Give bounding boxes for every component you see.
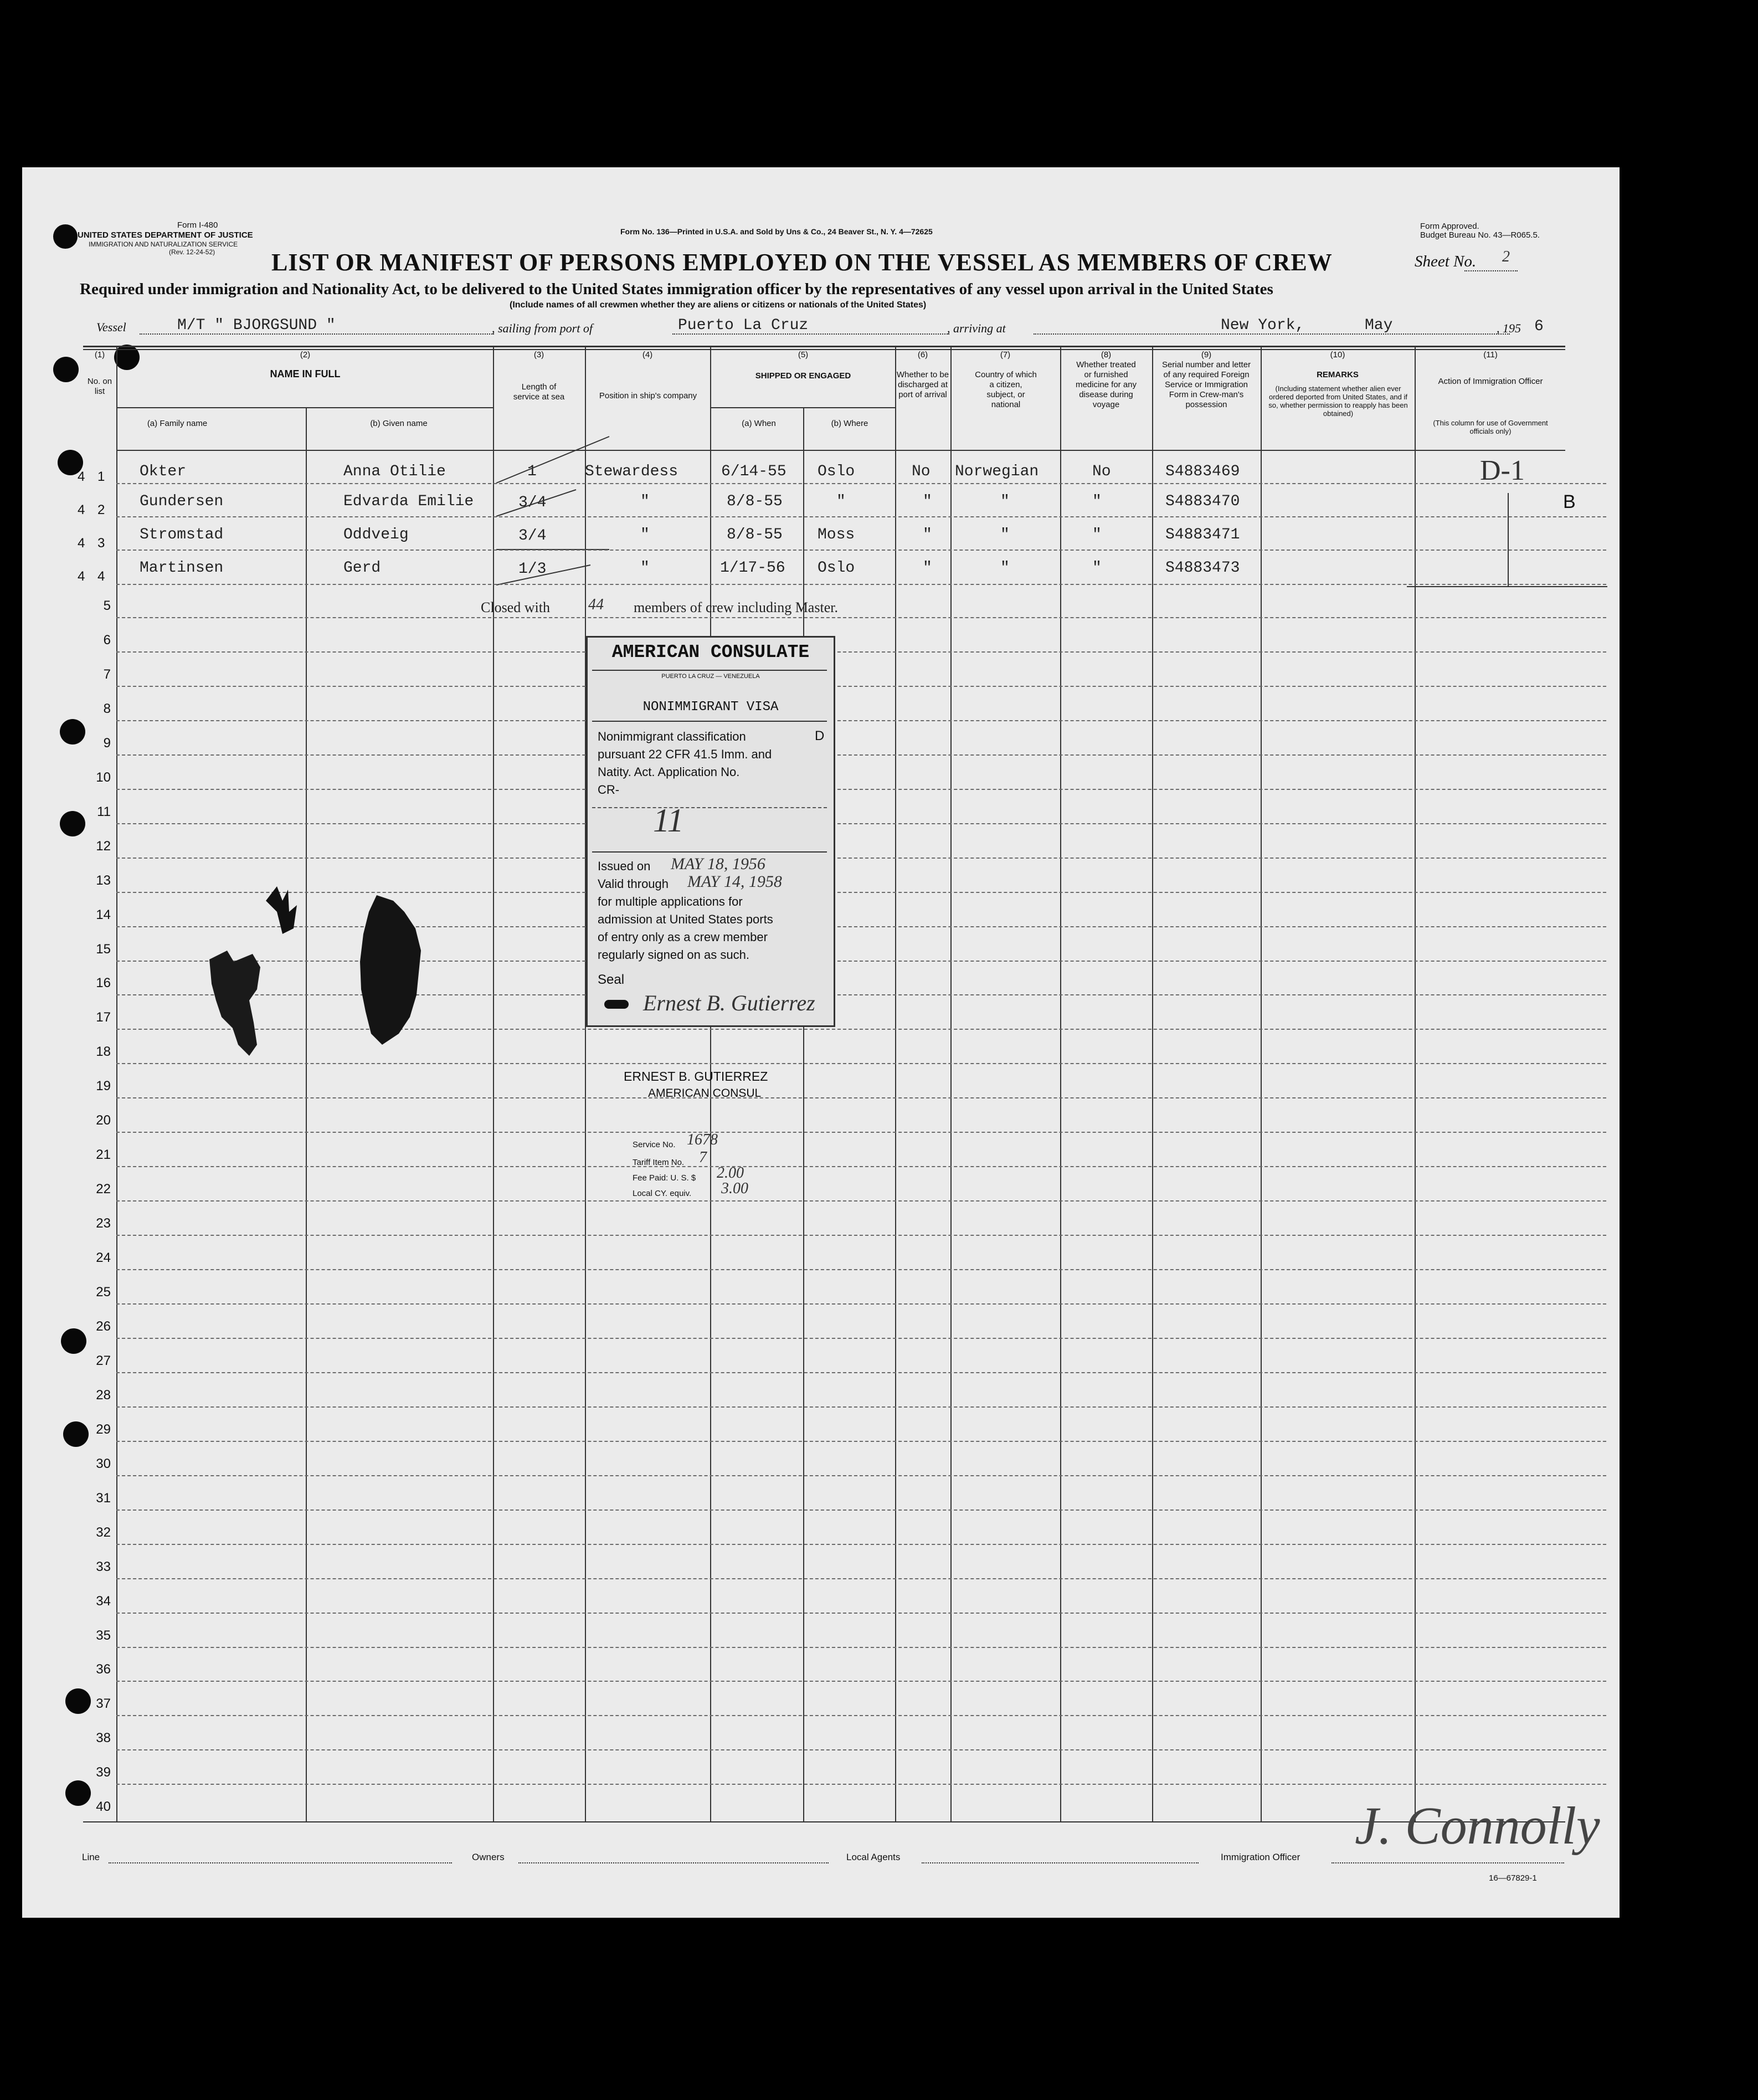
row-prefix: 4 <box>78 536 85 551</box>
punch-hole <box>53 224 78 249</box>
shipped-when: 6/14-55 <box>721 463 787 480</box>
row-rule <box>116 1749 1606 1750</box>
fee-label: Fee Paid: U. S. $ <box>633 1173 696 1183</box>
given-name: Gerd <box>343 559 381 577</box>
row-rule <box>116 1441 1606 1442</box>
row-rule <box>116 1509 1606 1511</box>
row-number: 15 <box>96 942 111 957</box>
table-top-rule <box>83 346 1565 347</box>
visa-type: NONIMMIGRANT VISA <box>642 700 779 715</box>
col11-header: Action of Immigration Officer <box>1438 377 1543 386</box>
service-strike-marks <box>493 432 620 593</box>
family-name: Stromstad <box>140 526 224 543</box>
vessel-label: Vessel <box>96 320 126 334</box>
row-prefix: 4 <box>78 502 85 517</box>
row-rule <box>116 1475 1606 1476</box>
medicine: " <box>1092 559 1102 577</box>
country: " <box>1000 559 1010 577</box>
position: " <box>640 493 650 510</box>
sheet-label: Sheet No. <box>1415 253 1477 270</box>
row-number: 16 <box>96 975 111 990</box>
manifest-subtitle: Required under immigration and Nationality Act, to be delivered to the United States immigration officer by the representatives of any vessel upon arrival in the United States <box>80 280 1273 298</box>
crew-count: 44 <box>588 596 604 613</box>
row-number: 35 <box>96 1628 111 1643</box>
serial-number: S4883469 <box>1165 463 1240 480</box>
row-rule <box>116 1132 1606 1133</box>
budget-bureau: Budget Bureau No. 43—R065.5. <box>1420 230 1540 240</box>
service-length: 3/4 <box>518 527 547 545</box>
row-rule <box>116 1269 1606 1270</box>
local-equivalent: 3.00 <box>721 1180 748 1197</box>
row-number: 31 <box>96 1491 111 1506</box>
manifest-title: LIST OR MANIFEST OF PERSONS EMPLOYED ON THE VESSEL AS MEMBERS OF CREW <box>271 249 1333 276</box>
row-number: 17 <box>96 1010 111 1025</box>
position: Stewardess <box>585 463 678 480</box>
row-number: 19 <box>96 1079 111 1093</box>
classification-line1: Nonimmigrant classification <box>598 730 746 743</box>
row-rule <box>116 1166 1606 1167</box>
row-number: 4 <box>97 569 105 584</box>
row-rule <box>116 823 1606 824</box>
officer-signature: J. Connolly <box>1355 1796 1600 1855</box>
row-number: 9 <box>103 736 111 751</box>
medicine: " <box>1092 493 1102 510</box>
line-label: Line <box>82 1852 100 1862</box>
col2b-header: (b) Given name <box>370 419 428 428</box>
discharged: " <box>923 526 932 543</box>
row-rule <box>116 617 1606 618</box>
consulate-location: PUERTO LA CRUZ — VENEZUELA <box>661 673 760 680</box>
seal-label: Seal <box>598 972 625 987</box>
col5-number: (5) <box>798 350 809 360</box>
row-rule <box>116 1097 1606 1098</box>
shipped-where: " <box>836 493 846 510</box>
row-number: 14 <box>96 907 111 922</box>
agency-name: UNITED STATES DEPARTMENT OF JUSTICE <box>78 230 253 240</box>
medicine: " <box>1092 526 1102 543</box>
row-rule <box>116 754 1606 756</box>
col5-header: SHIPPED OR ENGAGED <box>755 371 851 381</box>
row-number: 38 <box>96 1731 111 1745</box>
punch-hole <box>60 811 85 836</box>
row-number: 20 <box>96 1113 111 1128</box>
col5b-header: (b) Where <box>831 419 868 428</box>
tariff-number: 7 <box>699 1149 707 1166</box>
col11-note: (This column for use of Government officials only) <box>1433 419 1548 435</box>
shipped-where: Oslo <box>818 463 855 480</box>
country: " <box>1000 493 1010 510</box>
col7-number: (7) <box>1000 350 1011 360</box>
col2-number: (2) <box>300 350 311 360</box>
cr-label: CR- <box>598 783 620 797</box>
year-prefix: , 195 <box>1497 321 1521 335</box>
stamp-text-3: of entry only as a crew member <box>598 930 768 944</box>
given-name: Edvarda Emilie <box>343 493 474 510</box>
serial-number: S4883470 <box>1165 493 1240 510</box>
given-name: Oddveig <box>343 526 409 543</box>
col10-header: REMARKS <box>1317 370 1359 379</box>
row-rule <box>116 1406 1606 1408</box>
row-number: 23 <box>96 1216 111 1231</box>
col9-number: (9) <box>1201 350 1212 360</box>
action-mark: D-1 <box>1480 455 1525 486</box>
row-rule <box>116 1200 1606 1202</box>
medicine: No <box>1092 463 1111 480</box>
row-rule <box>116 483 1606 484</box>
row-rule <box>116 516 1606 517</box>
row-number: 37 <box>96 1696 111 1711</box>
col11-number: (11) <box>1483 350 1498 360</box>
col8-header: Whether treated or furnished medicine for any disease during voyage <box>1075 360 1137 409</box>
discharged: " <box>923 493 932 510</box>
discharged: No <box>912 463 931 480</box>
shipped-when: 8/8-55 <box>727 526 783 543</box>
embossed-seal <box>199 879 454 1078</box>
row-number: 8 <box>103 701 111 716</box>
col2-header: NAME IN FULL <box>270 368 341 379</box>
year-digit: 6 <box>1534 318 1544 335</box>
row-rule <box>116 1235 1606 1236</box>
service-name: IMMIGRATION AND NATURALIZATION SERVICE <box>89 240 238 248</box>
form-approved: Form Approved. <box>1420 222 1479 231</box>
row-rule <box>116 720 1606 721</box>
issued-label: Issued on <box>598 859 651 873</box>
row-rule <box>116 1784 1606 1785</box>
row-number: 33 <box>96 1559 111 1574</box>
application-number: 11 <box>653 802 684 839</box>
position: " <box>640 559 650 577</box>
form-number: Form I-480 <box>177 220 218 230</box>
row-rule <box>116 1338 1606 1339</box>
service-length: 3/4 <box>518 494 547 511</box>
closed-with-suffix: members of crew including Master. <box>634 599 838 615</box>
stamp-text-1: for multiple applications for <box>598 895 743 908</box>
family-name: Gundersen <box>140 493 224 510</box>
row-number: 1 <box>97 469 105 484</box>
consular-visa-stamp <box>586 636 835 1027</box>
family-name: Martinsen <box>140 559 224 577</box>
local-label: Local CY. equiv. <box>633 1189 692 1198</box>
row-number: 39 <box>96 1765 111 1780</box>
row-number: 11 <box>97 804 111 819</box>
row-rule <box>116 1303 1606 1305</box>
col3-number: (3) <box>533 350 544 360</box>
row-number: 18 <box>96 1044 111 1059</box>
consul-title: AMERICAN CONSUL <box>648 1087 762 1100</box>
row-rule <box>116 1647 1606 1648</box>
given-name: Anna Otilie <box>343 463 446 480</box>
vessel-name: M/T " BJORGSUND " <box>177 317 336 334</box>
valid-date: MAY 14, 1958 <box>687 872 782 891</box>
col4-number: (4) <box>642 350 653 360</box>
service-length: 1/3 <box>518 561 547 578</box>
row-rule <box>116 651 1606 653</box>
row-number: 3 <box>97 536 105 551</box>
serial-number: S4883471 <box>1165 526 1240 543</box>
discharged: " <box>923 559 932 577</box>
row-number: 30 <box>96 1456 111 1471</box>
col4-header: Position in ship's company <box>599 391 697 401</box>
col10-note: (Including statement whether alien ever ordered deported from United States, and if so, whether permission to reapply has been obtained) <box>1268 384 1408 418</box>
shipped-when: 8/8-55 <box>727 493 783 510</box>
row-rule <box>116 1681 1606 1682</box>
owners-label: Owners <box>472 1852 505 1862</box>
arrival-place: New York, <box>1221 317 1305 334</box>
consul-signature: Ernest B. Gutierrez <box>643 990 815 1015</box>
stamp-text-2: admission at United States ports <box>598 912 773 926</box>
col6-number: (6) <box>917 350 928 360</box>
position: " <box>640 526 650 543</box>
service-length: 1 <box>527 463 537 480</box>
row-number: 29 <box>96 1422 111 1437</box>
service-number: 1678 <box>687 1131 718 1148</box>
col9-header: Serial number and letter of any required Foreign Service or Immigration Form in Crew-man's possession <box>1161 360 1251 409</box>
country: Norwegian <box>955 463 1039 480</box>
classification-code: D <box>815 728 825 743</box>
serial-number: S4883473 <box>1165 559 1240 577</box>
shipped-when: 1/17-56 <box>720 559 785 577</box>
seal-mark <box>604 1000 629 1009</box>
col5a-header: (a) When <box>742 419 776 428</box>
row-number: 5 <box>103 598 111 613</box>
row-rule <box>116 1372 1606 1373</box>
col1-number: (1) <box>94 350 105 360</box>
row-rule <box>116 1544 1606 1545</box>
consulate-title: AMERICAN CONSULATE <box>611 642 810 663</box>
row-number: 28 <box>96 1388 111 1403</box>
country: " <box>1000 526 1010 543</box>
row-number: 36 <box>96 1662 111 1677</box>
immigration-officer-label: Immigration Officer <box>1221 1852 1300 1862</box>
row-rule <box>116 550 1606 551</box>
row-rule <box>116 789 1606 790</box>
row-number: 25 <box>96 1285 111 1300</box>
family-name: Okter <box>140 463 187 480</box>
row-number: 7 <box>103 667 111 682</box>
sailing-label: , sailing from port of <box>492 321 593 335</box>
departure-port: Puerto La Cruz <box>678 317 809 334</box>
arrival-month: May <box>1365 317 1393 334</box>
col10-number: (10) <box>1330 350 1345 360</box>
punch-hole <box>60 719 85 745</box>
punch-hole <box>53 357 79 382</box>
col7-header: Country of which a citizen, subject, or national <box>975 370 1037 409</box>
col6-header: Whether to be discharged at port of arrival <box>896 370 949 399</box>
row-number: 6 <box>103 633 111 648</box>
form-code: 16—67829-1 <box>1489 1873 1537 1883</box>
row-rule <box>116 1613 1606 1614</box>
consul-name: ERNEST B. GUTIERREZ <box>624 1069 768 1084</box>
sheet-number: 2 <box>1502 248 1510 265</box>
row-prefix: 4 <box>78 569 85 584</box>
col3-header: Length of service at sea <box>513 382 565 402</box>
row-rule <box>116 1578 1606 1579</box>
classification-line2: pursuant 22 CFR 41.5 Imm. and <box>598 747 772 761</box>
manifest-note: (Include names of all crewmen whether they are aliens or citizens or nationals of the United States) <box>510 300 927 310</box>
local-agents-label: Local Agents <box>846 1852 901 1862</box>
col2a-header: (a) Family name <box>147 419 208 428</box>
printer-line: Form No. 136—Printed in U.S.A. and Sold by Uns & Co., 24 Beaver St., N. Y. 4—72625 <box>620 227 933 236</box>
row-number: 10 <box>96 770 111 785</box>
row-number: 22 <box>96 1182 111 1197</box>
issued-date: MAY 18, 1956 <box>671 855 765 873</box>
row-number: 24 <box>96 1250 111 1265</box>
row-number: 34 <box>96 1594 111 1609</box>
closed-with-label: Closed with <box>481 599 550 615</box>
classification-line3: Natity. Act. Application No. <box>598 765 740 779</box>
row-number: 26 <box>96 1319 111 1334</box>
row-rule <box>116 686 1606 687</box>
valid-label: Valid through <box>598 877 669 891</box>
col1-header: No. on list <box>87 377 112 396</box>
arriving-label: , arriving at <box>947 321 1006 335</box>
row-number: 40 <box>96 1799 111 1814</box>
row-number: 12 <box>96 839 111 854</box>
row-number: 2 <box>97 502 105 517</box>
row-rule <box>116 1715 1606 1716</box>
shipped-where: Moss <box>818 526 855 543</box>
row-prefix: 4 <box>78 469 85 484</box>
shipped-where: Oslo <box>818 559 855 577</box>
row-rule <box>116 858 1606 859</box>
service-label: Service No. <box>633 1140 676 1149</box>
row-number: 27 <box>96 1353 111 1368</box>
form-revision: (Rev. 12-24-52) <box>169 248 215 256</box>
col8-number: (8) <box>1101 350 1112 360</box>
tariff-label: Tariff Item No. <box>633 1158 685 1167</box>
header-bottom-rule <box>117 450 1565 451</box>
fee-paid: 2.00 <box>717 1164 744 1182</box>
row-number: 32 <box>96 1525 111 1540</box>
stamp-text-4: regularly signed on as such. <box>598 948 749 962</box>
row-number: 21 <box>96 1147 111 1162</box>
margin-letter: B <box>1563 491 1576 512</box>
row-rule <box>116 584 1606 585</box>
row-number: 13 <box>96 873 111 888</box>
